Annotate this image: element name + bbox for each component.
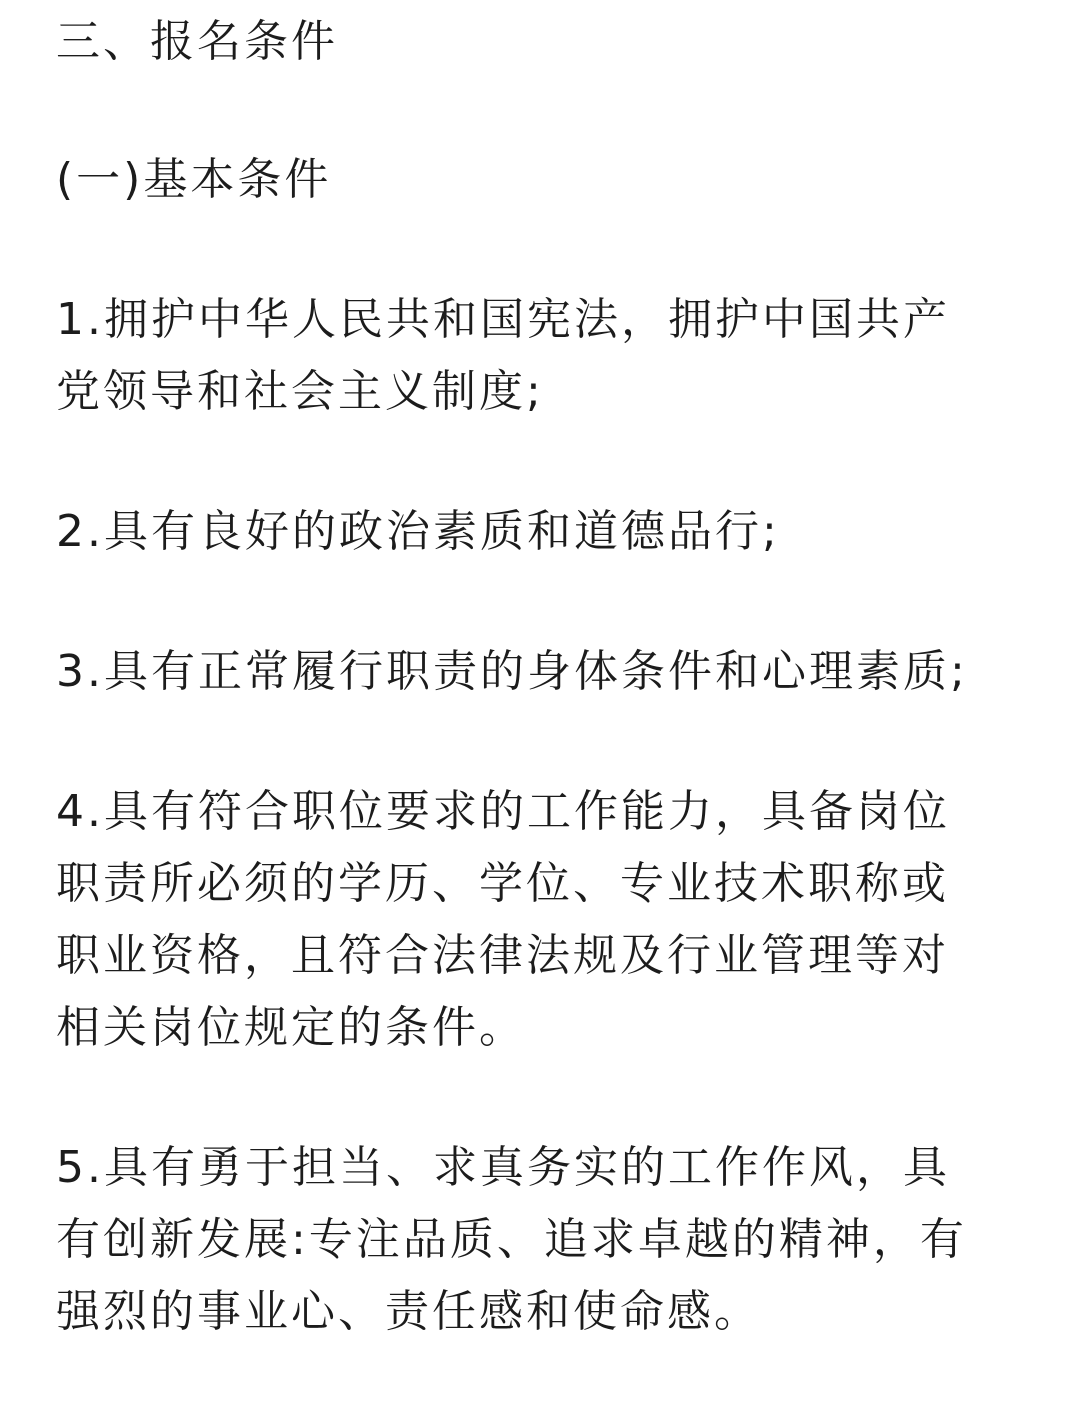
- condition-item-5-line-2: 有创新发展:专注品质、追求卓越的精神，有: [56, 1214, 967, 1265]
- document-body: [56, 6, 1036, 1348]
- spacer: [56, 78, 1036, 144]
- condition-item-4-line-4: 相关岗位规定的条件。: [56, 1002, 526, 1053]
- condition-item-5-line-1: 5.具有勇于担当、求真务实的工作作风，具: [56, 1142, 950, 1193]
- condition-item-4-line-3: 职业资格，且符合法律法规及行业管理等对: [56, 930, 949, 981]
- condition-item-1-line-2: 党领导和社会主义制度;: [56, 366, 544, 417]
- condition-item-5-line-3: 强烈的事业心、责任感和使命感。: [56, 1286, 761, 1337]
- condition-item-5: [56, 1132, 1036, 1348]
- subsection-heading: [56, 144, 1036, 216]
- spacer: [56, 708, 1036, 776]
- condition-item-4-line-2: 职责所必须的学历、学位、专业技术职称或: [56, 858, 949, 909]
- condition-item-3: [56, 636, 1036, 708]
- condition-item-4: [56, 776, 1036, 1064]
- condition-item-2-line-1: 2.具有良好的政治素质和道德品行;: [56, 506, 780, 557]
- spacer: [56, 568, 1036, 636]
- condition-item-3-line-1: 3.具有正常履行职责的身体条件和心理素质;: [56, 646, 968, 697]
- spacer: [56, 1064, 1036, 1132]
- section-heading: [56, 6, 1036, 78]
- condition-item-2: [56, 496, 1036, 568]
- spacer: [56, 216, 1036, 284]
- condition-item-1: [56, 284, 1036, 428]
- section-heading-text: 三、报名条件: [56, 16, 338, 67]
- condition-item-1-line-1: 1.拥护中华人民共和国宪法，拥护中国共产: [56, 294, 950, 345]
- spacer: [56, 428, 1036, 496]
- condition-item-4-line-1: 4.具有符合职位要求的工作能力，具备岗位: [56, 786, 950, 837]
- subsection-heading-text: (一)基本条件: [56, 154, 332, 205]
